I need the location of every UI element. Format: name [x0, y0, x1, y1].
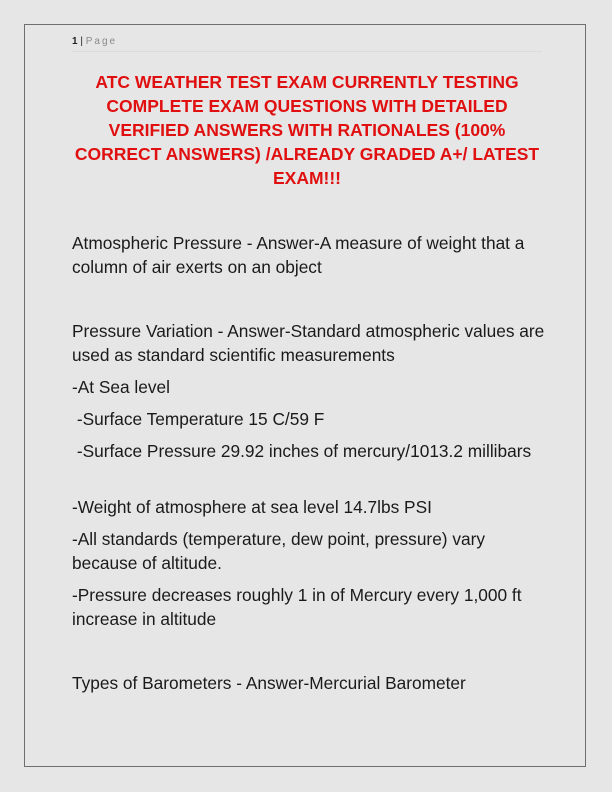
page-header — [72, 36, 542, 52]
page-number: 1 — [72, 36, 78, 47]
document-title: ATC WEATHER TEST EXAM CURRENTLY TESTING COMPLETE EXAM QUESTIONS WITH DETAILED VERIFIED ANSWERS WITH RATIONALES (100% CORRECT ANSWERS) /ALREADY GRADED A+/ LATEST EXAM!!! — [74, 72, 540, 188]
paragraph-types-barometers: Types of Barometers - Answer-Mercurial Barometer — [72, 673, 466, 693]
page-label: Page — [85, 36, 118, 47]
paragraph-pressure-decreases: -Pressure decreases roughly 1 in of Mercury every 1,000 ft increase in altitude — [72, 585, 522, 629]
paragraph-atmospheric-pressure: Atmospheric Pressure - Answer-A measure of weight that a column of air exerts on an object — [72, 233, 525, 277]
paragraph-pressure-variation: Pressure Variation - Answer-Standard atmospheric values are used as standard scientific measurements — [72, 321, 545, 365]
paragraph-surface-pressure: -Surface Pressure 29.92 inches of mercury/1013.2 millibars — [72, 441, 532, 461]
paragraph-weight-atmosphere: -Weight of atmosphere at sea level 14.7lbs PSI — [72, 497, 432, 517]
paragraph-surface-temperature: -Surface Temperature 15 C/59 F — [72, 409, 325, 429]
paragraph-standards-vary: -All standards (temperature, dew point, pressure) vary because of altitude. — [72, 529, 486, 573]
header-separator: | — [77, 36, 86, 47]
paragraph-sea-level: -At Sea level — [72, 377, 170, 397]
